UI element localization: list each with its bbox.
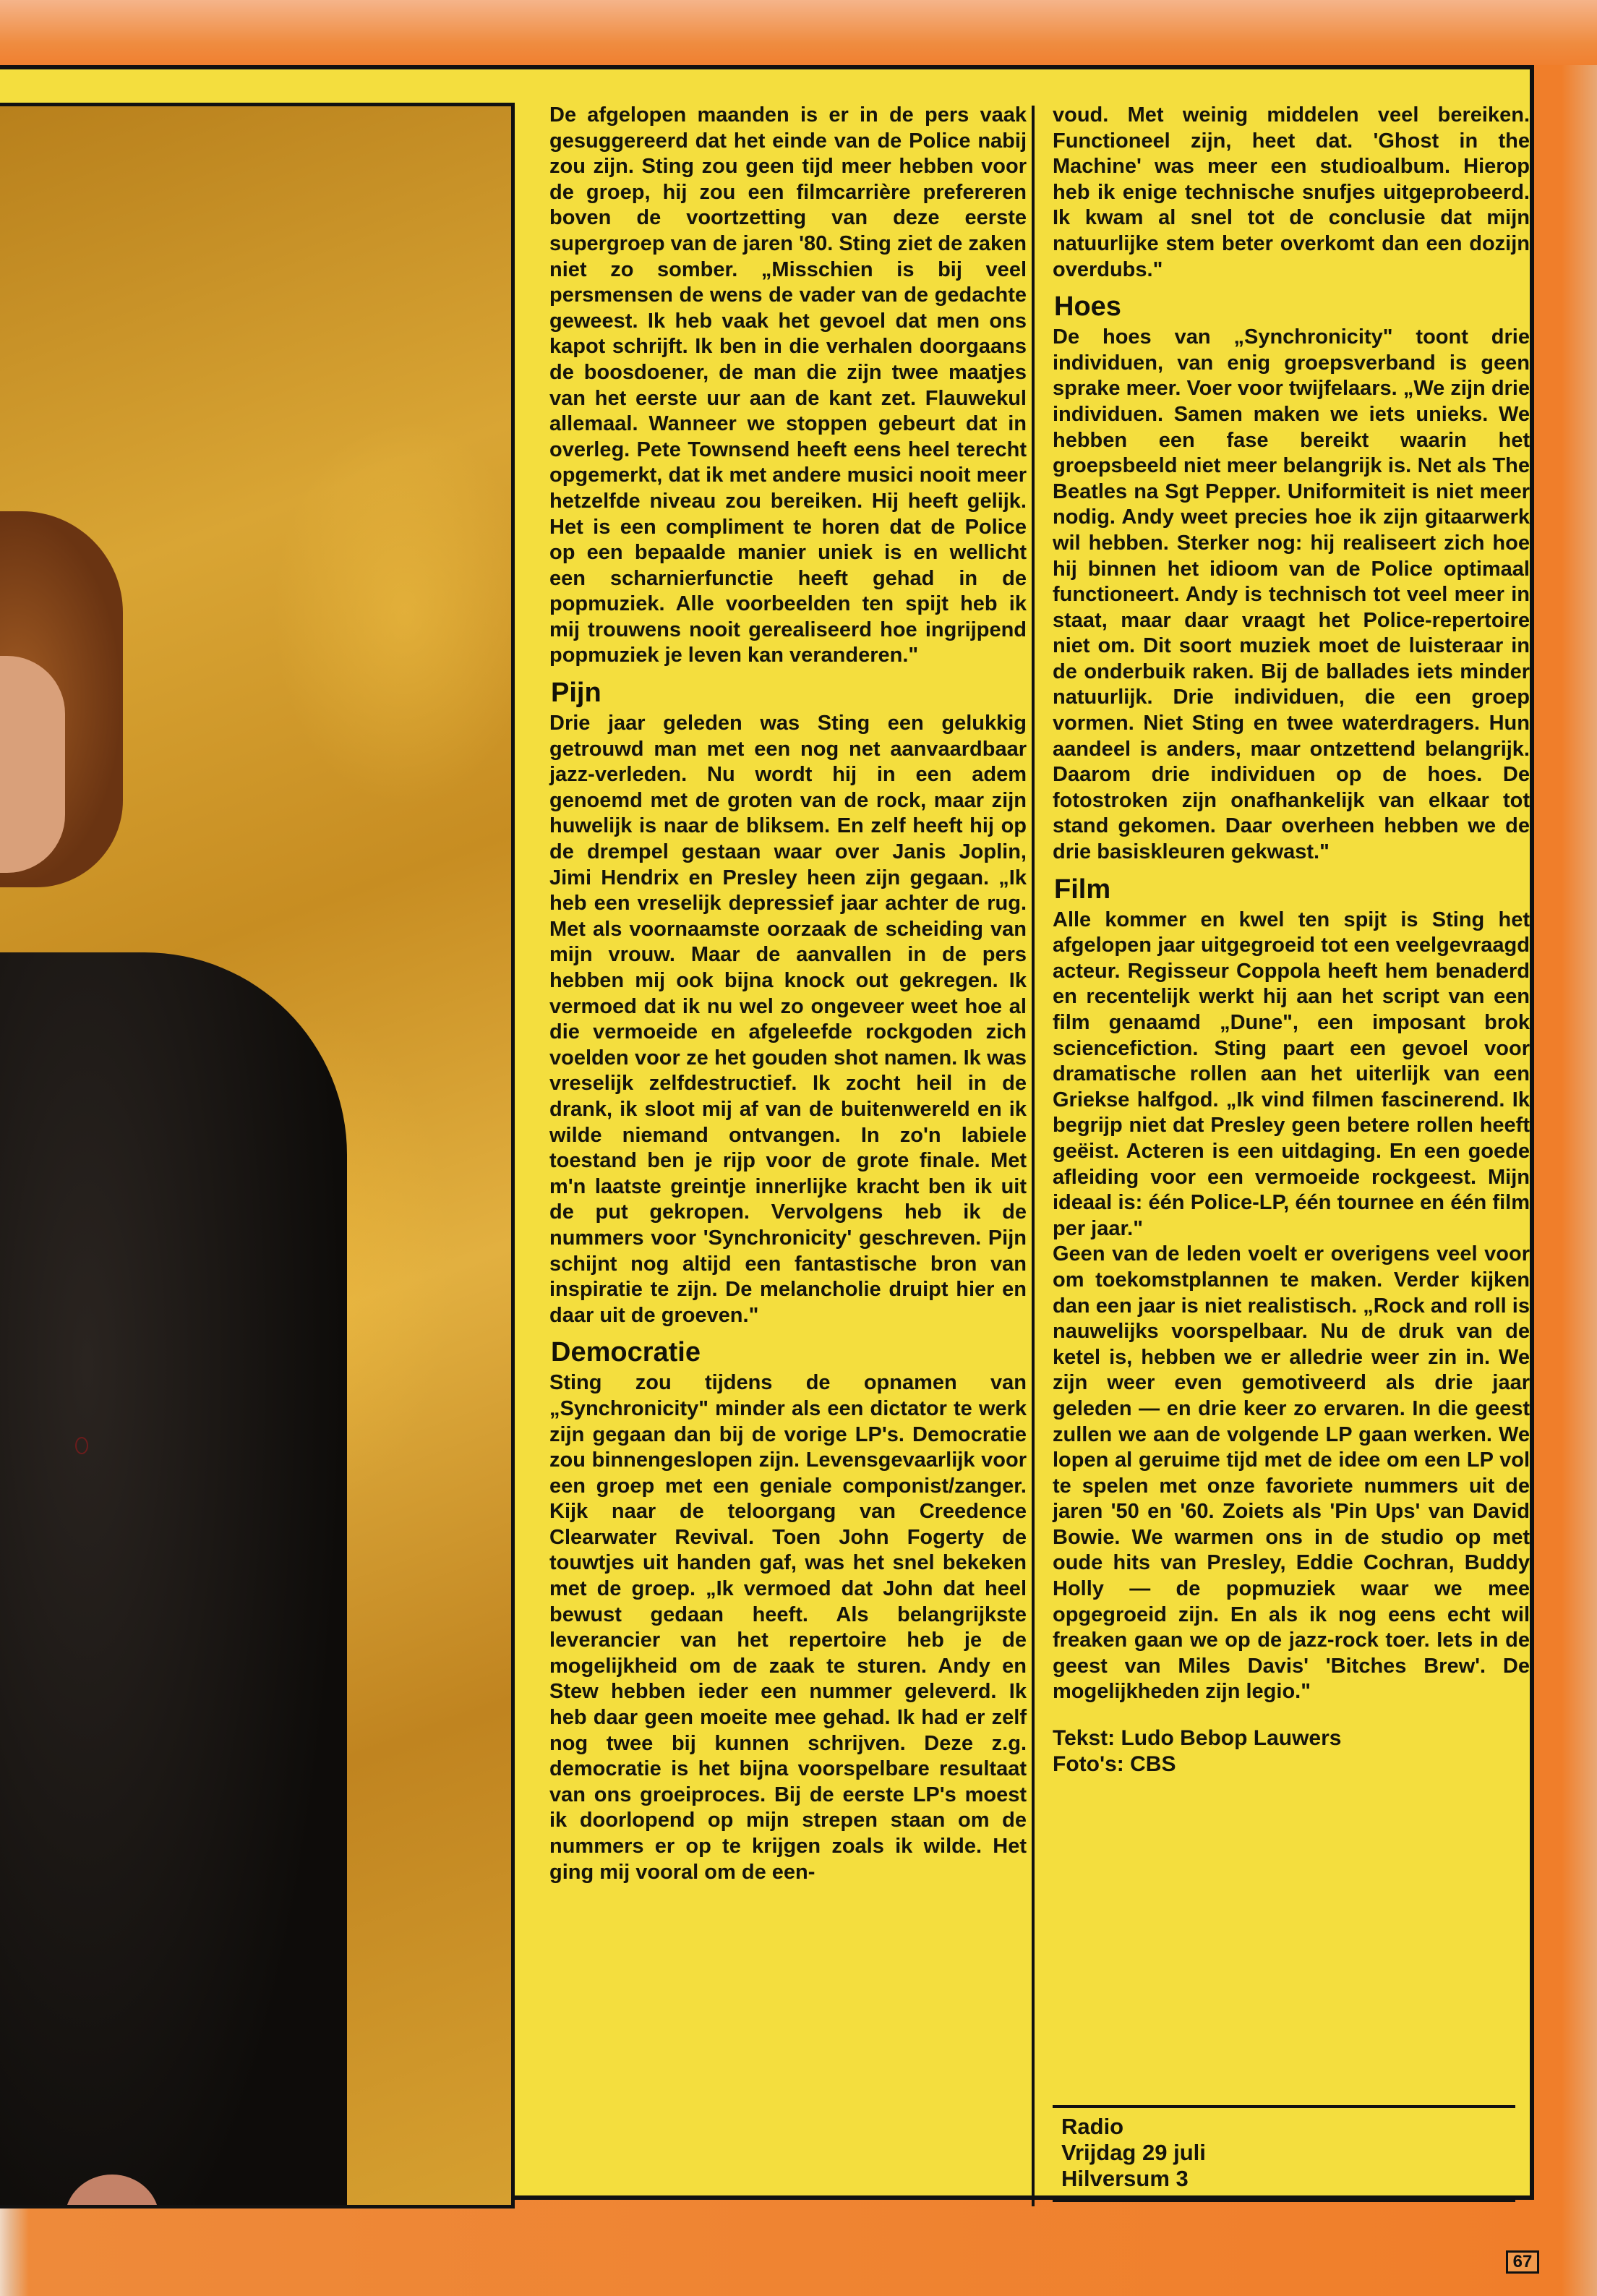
photo-jacket [0,952,347,2208]
section-hoes-paragraph: De hoes van „Synchronicity" toont drie individuen, van enig groepsverband is geen sprake meer. Voer voor twijfelaars. „We zijn drie individuen. Samen maken we iets unieks. We hebben een fase bereikt waarin het groepsbeeld niet meer belangrijk is. Net als The Beatles na Sgt Pepper. Uniformiteit is niet meer nodig. Andy weet precies hoe ik zijn gitaarwerk wil hebben. Sterker nog: hij realiseert zich hoe hij binnen het idioom van de Police optimaal functioneert. Andy is technisch tot veel meer in staat, maar daar vraagt het Police-repertoire niet om. Dit soort muziek moet de luisteraar in de onderbuik raken. Bij de ballades iets minder natuurlijk. Drie individuen, die een groep vormen. Niet Sting en twee waterdragers. Hun aandeel is anders, maar ontzettend belangrijk. Daarom drie individuen op de hoes. De fotostroken zijn onafhankelijk van elkaar tot stand gekomen. Daar overheen hebben we de drie basiskleuren gekwast." [1053,325,1530,864]
section-pijn-paragraph: Drie jaar geleden was Sting een gelukkig getrouwd man met een nog net aanvaardbaar jazz-verleden. Nu wordt hij in een adem genoemd met de groten van de rock, maar zijn huwelijk is naar de bliksem. En zelf heeft hij op de drempel gestaan waar over Janis Joplin, Jimi Hendrix en Presley heen zijn gegaan. „Ik heb een vreselijk depressief jaar achter de rug. Met als voornaamste oorzaak de scheiding van mijn vrouw. Maar de aanvallen in de pers hebben mij ook bijna knock out gekregen. Ik vermoed dat ik nu wel zo ongeveer weet hoe al die vermoeide en afgeleefde rockgoden zich voelden voor ze het gouden shot namen. Ik was vreselijk zelfdestructief. Ik zocht heil in de drank, ik sloot mij af van de buitenwereld en ik wilde niemand ontvangen. In zo'n labiele toestand ben je rijp voor de grote finale. Met m'n laatste greintje innerlijke kracht ben ik uit de put gekropen. Vervolgens heb ik de nummers voor 'Synchronicity' geschreven. Pijn schijnt nog altijd een fantastische bron van inspiratie te zijn. De melancholie druipt hier en daar uit de groeven." [549,712,1027,1327]
section-film-paragraph-2: Geen van de leden voelt er overigens veel voor om toekomstplannen te maken. Verder kijken dan een jaar is niet realistisch. „Rock and roll is nauwelijks voorspelbaar. Nu de druk van de ketel is, hebben we er alledrie weer zin in. We zijn weer even gemotiveerd als drie jaar geleden — en drie keer zo ervaren. In die geest zullen we aan de volgende LP gaan werken. We lopen al geruime tijd met de idee om een LP vol te spelen met onze favoriete nummers uit de jaren '50 en '60. Zoiets als 'Pin Ups' van David Bowie. We warmen ons in de studio op met oude hits van Presley, Eddie Cochran, Buddy Holly — de popmuziek waar we mee opgegroeid zijn. En als ik nog eens echt wil freaken gaan we op de jazz-rock toer. Iets in de geest van Miles Davis' 'Bitches Brew'. De mogelijkheden zijn legio." [1053,1242,1530,1704]
section-heading-film: Film [1054,874,1111,905]
radio-listing-box [1053,2105,1515,2202]
radio-station: Hilversum 3 [1061,2166,1189,2191]
section-heading-pijn: Pijn [551,678,601,709]
radio-listing-text [1053,2108,1515,2199]
section-heading-hoes: Hoes [1054,291,1121,323]
continuation-paragraph: voud. Met weinig middelen veel bereiken. Functioneel zijn, heet dat. 'Ghost in the Machine' was meer een studioalbum. Hierop heb ik enige technische snufjes uitgeprobeerd. Ik kwam al snel tot de conclusie dat mijn natuurlijke stem beter overkomt dan een dozijn overdubs." [1053,103,1530,281]
article-credits [1053,1725,1530,1778]
article-column-1 [549,103,1027,1885]
photo-jacket-button [75,1437,88,1454]
page-number: 67 [1506,2250,1539,2274]
section-democratie-paragraph: Sting zou tijdens de opnamen van „Synchronicity" minder als een dictator te werk zijn gegaan dan bij de vorige LP's. Democratie zou binnengeslopen zijn. Levensgevaarlijk voor een groep met een geniale componist/zanger. Kijk naar de teloorgang van Creedence Clearwater Revival. Toen John Fogerty de touwtjes uit handen gaf, was het snel bekeken met de groep. „Ik vermoed dat John dat heel bewust gedaan heeft. Als belangrijkste leverancier van het repertoire heb je de mogelijkheid om de zaak te sturen. Andy en Stew hebben ieder een nummer geleverd. Ik heb daar geen moeite mee gehad. Ik had er zelf nog twee bij kunnen schrijven. Deze z.g. democratie is het bijna voorspelbare resultaat van ons groeiproces. Bij de eerste LP's moest ik doorlopend op mijn strepen staan om de nummers er op te krijgen zoals ik wilde. Het ging mij vooral om de een- [549,1371,1027,1884]
magazine-page [0,65,1534,2200]
article-intro-paragraph: De afgelopen maanden is er in de pers vaak gesuggereerd dat het einde van de Police nabij zou zijn. Sting zou geen tijd meer hebben voor de groep, hij zou een filmcarrière prefereren boven de voortzetting van deze eerste supergroep van de jaren '80. Sting ziet de zaken niet zo somber. „Misschien is bij veel persmensen de wens de vader van de gedachte geweest. Ik heb vaak het gevoel dat men ons kapot schrijft. Ik ben in die verhalen doorgaans de boosdoener, de man die zijn twee maatjes van het eerste uur aan de kant zet. Flauwekul allemaal. Wanneer we stoppen gebeurt dat in overleg. Pete Townsend heeft eens heel terecht opgemerkt, dat ik met andere musici nooit meer hetzelfde niveau zou bereiken. Hij heeft gelijk. Het is een compliment te horen dat de Police op een bepaalde manier uniek is en wellicht een scharnierfunctie heeft gehad in de popmuziek. Alle voorbeelden ten spijt heb ik mij trouwens nooit gerealiseerd hoe ingrijpend popmuziek je leven kan veranderen." [549,103,1027,667]
sting-photo [0,103,515,2208]
radio-date: Vrijdag 29 juli [1061,2140,1206,2165]
radio-label: Radio [1061,2114,1124,2139]
article-column-2 [1053,103,1530,1778]
credit-text: Tekst: Ludo Bebop Lauwers [1053,1726,1342,1751]
radio-bottom-rule [1053,2199,1515,2202]
section-heading-democratie: Democratie [551,1337,701,1368]
top-margin [0,0,1597,65]
section-film-paragraph: Alle kommer en kwel ten spijt is Sting het afgelopen jaar uitgegroeid tot een veelgevraagd acteur. Regisseur Coppola heeft hem benaderd en recentelijk werkt hij aan het script van een film genaamd „Dune", een imposant brok sciencefiction. Sting paart een gevoel voor dramatische rollen aan het uiterlijk van een Griekse halfgod. „Ik vind filmen fascinerend. Ik begrijp niet dat Presley geen betere rollen heeft geëist. Acteren is een uitdaging. En een goede afleiding voor een vermoeide rockgeest. Mijn ideaal is: één Police-LP, één tournee en één film per jaar." [1053,908,1530,1240]
column-divider [1032,106,1035,2206]
credit-photo: Foto's: CBS [1053,1752,1176,1777]
photo-face [0,656,65,873]
